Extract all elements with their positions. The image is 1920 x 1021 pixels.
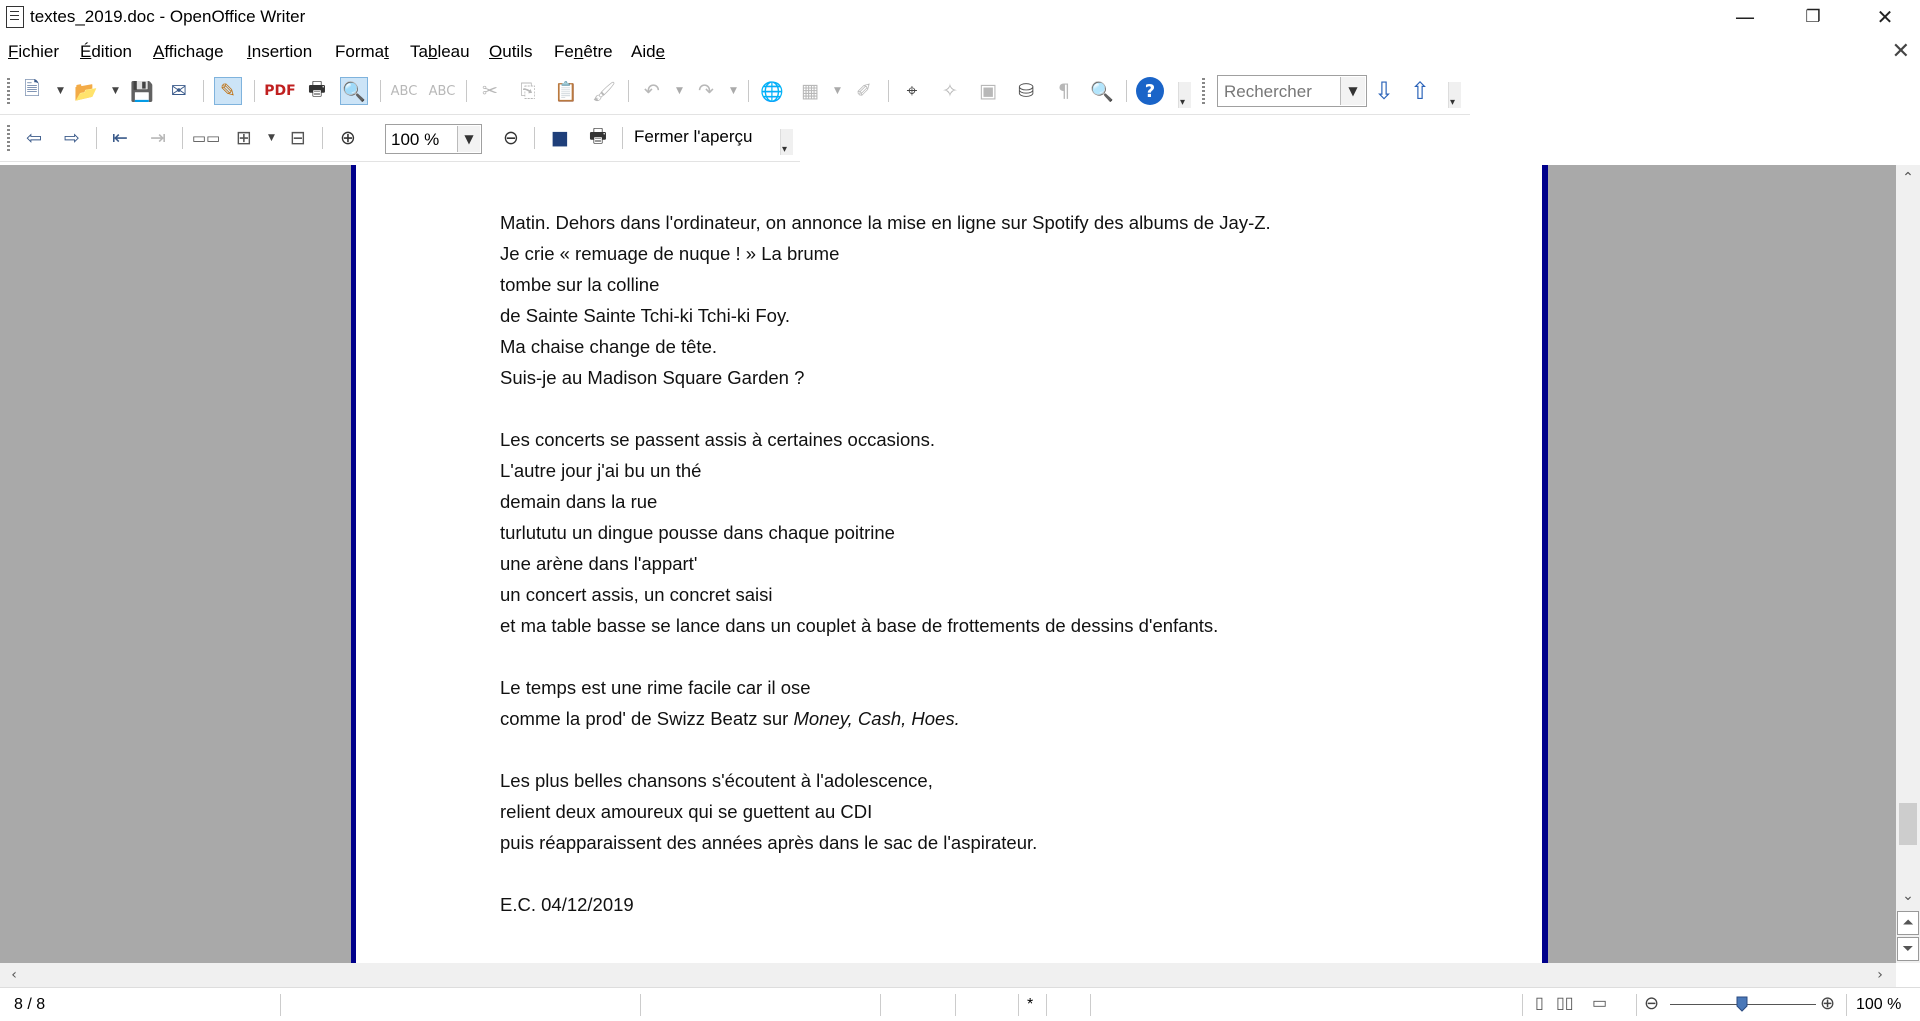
cut-icon[interactable]: ✂ — [482, 80, 498, 102]
preview-toolbar-options-arrow[interactable] — [780, 129, 793, 155]
status-bar — [0, 987, 1920, 1021]
search-dropdown-arrow[interactable]: ▼ — [1340, 77, 1365, 105]
text-line: E.C. 04/12/2019 — [500, 894, 634, 915]
new-dropdown-arrow[interactable]: ▼ — [57, 86, 64, 96]
table-icon[interactable]: ▦ — [801, 80, 819, 102]
menu-fenetre[interactable]: Fenêtre — [554, 42, 613, 61]
blank-line — [500, 641, 1460, 672]
search-input[interactable] — [1217, 75, 1367, 107]
menu-affichage[interactable]: Affichage — [153, 42, 224, 61]
find-toolbar-grip[interactable] — [1202, 78, 1205, 104]
document-text — [500, 207, 1460, 920]
text-line: de Sainte Sainte Tchi-ki Tchi-ki Foy. — [500, 305, 790, 326]
zoom-out-status-icon[interactable]: ⊖ — [1644, 993, 1660, 1013]
new-document-icon[interactable]: 🗎 — [24, 78, 40, 100]
window-title: textes_2019.doc - OpenOffice Writer — [30, 7, 306, 26]
open-dropdown-arrow[interactable]: ▼ — [112, 86, 119, 96]
print-preview-icon[interactable]: 🔍 — [340, 77, 368, 105]
zoom-slider-knob[interactable] — [1736, 996, 1748, 1012]
save-icon[interactable]: 💾 — [130, 80, 154, 103]
menu-fichier[interactable]: Fichier — [8, 42, 60, 61]
email-icon[interactable]: ✉ — [171, 80, 187, 102]
text-line: tombe sur la colline — [500, 274, 660, 295]
undo-dropdown-arrow[interactable]: ▼ — [676, 86, 683, 96]
find-previous-icon[interactable]: ⇧ — [1409, 77, 1431, 105]
minimize-button[interactable]: — — [1735, 5, 1755, 29]
menu-format[interactable]: Format — [335, 42, 389, 61]
gallery-icon[interactable]: ▣ — [979, 80, 997, 102]
paste-icon[interactable]: 📋 — [554, 80, 578, 103]
toolbar-options-arrow[interactable] — [1178, 82, 1191, 108]
horizontal-scrollbar[interactable] — [0, 963, 1896, 987]
preview-toolbar-grip[interactable] — [7, 125, 10, 151]
document-area — [0, 165, 1896, 963]
close-window-button[interactable]: ✕ — [1876, 5, 1894, 29]
text-line: puis réapparaissent des années après dans le sac de l'aspirateur. — [500, 832, 1038, 853]
two-pages-icon[interactable]: ▭▭ — [191, 129, 221, 147]
hyperlink-icon[interactable]: 🌐 — [760, 80, 784, 103]
find-replace-icon[interactable]: ⌖ — [906, 80, 918, 102]
auto-spellcheck-icon[interactable]: ABC — [428, 83, 456, 99]
print-icon[interactable]: 🖶 — [308, 78, 326, 100]
blank-line — [500, 858, 1460, 889]
spellcheck-icon[interactable]: ABC — [390, 83, 418, 99]
document-icon — [6, 6, 24, 28]
page-indicator: 8 / 8 — [14, 996, 46, 1013]
text-line: L'autre jour j'ai bu un thé — [500, 460, 702, 481]
text-line: Les concerts se passent assis à certaines occasions. — [500, 429, 935, 450]
zoom-value: 100 % — [391, 130, 440, 149]
text-line: Le temps est une rime facile car il ose — [500, 677, 811, 698]
menu-insertion[interactable]: Insertion — [247, 42, 313, 61]
blank-line — [500, 393, 1460, 424]
redo-dropdown-arrow[interactable]: ▼ — [730, 86, 737, 96]
vertical-scrollbar[interactable] — [1896, 165, 1920, 963]
text-line: relient deux amoureux qui se guettent au CDI — [500, 801, 873, 822]
data-sources-icon[interactable]: ⛁ — [1018, 80, 1034, 102]
book-preview-icon[interactable]: ⊟ — [290, 127, 306, 149]
multiple-pages-icon[interactable]: ⊞ — [236, 127, 252, 149]
scroll-up-arrow[interactable]: ⌃ — [1902, 170, 1914, 186]
formatting-marks-icon[interactable]: ¶ — [1057, 80, 1071, 102]
modified-indicator[interactable]: * — [1027, 996, 1034, 1013]
text-line: turlututu un dingue pousse dans chaque poitrine — [500, 522, 895, 543]
navigator-icon[interactable]: ✧ — [942, 80, 958, 102]
multiple-pages-dropdown-arrow[interactable]: ▼ — [268, 133, 275, 143]
previous-object-icon[interactable]: ⏶ — [1897, 911, 1919, 935]
find-next-icon[interactable]: ⇩ — [1373, 77, 1395, 105]
next-page-icon[interactable]: ⇨ — [64, 127, 80, 149]
blank-line — [500, 734, 1460, 765]
format-paintbrush-icon[interactable]: 🖌 — [591, 80, 617, 103]
previous-page-icon[interactable]: ⇦ — [26, 127, 42, 149]
multi-page-view-icon[interactable]: ▯▯ — [1556, 995, 1574, 1012]
book-view-icon[interactable]: ▭ — [1592, 995, 1608, 1012]
undo-icon[interactable]: ↶ — [644, 80, 660, 102]
text-segment: comme la prod' de Swizz Beatz sur — [500, 708, 794, 729]
scroll-down-arrow[interactable]: ⌄ — [1902, 888, 1914, 904]
single-page-view-icon[interactable]: ▯ — [1535, 995, 1544, 1012]
text-line: Ma chaise change de tête. — [500, 336, 718, 357]
show-draw-functions-icon[interactable]: ✐ — [856, 80, 872, 102]
italic-song-title: Money, Cash, Hoes. — [793, 708, 960, 729]
help-icon[interactable]: ? — [1136, 77, 1164, 105]
menu-bar — [0, 36, 1920, 68]
text-line: une arène dans l'appart' — [500, 553, 698, 574]
last-page-icon[interactable]: ⇥ — [150, 127, 166, 149]
zoom-percent[interactable]: 100 % — [1856, 996, 1902, 1013]
text-line: Je crie « remuage de nuque ! » La brume — [500, 243, 840, 264]
copy-icon[interactable]: ⎘ — [520, 80, 536, 102]
edit-mode-icon[interactable]: ✎ — [214, 77, 242, 105]
document-page[interactable] — [351, 165, 1548, 963]
text-line: Suis-je au Madison Square Garden ? — [500, 367, 805, 388]
text-line: un concert assis, un concret saisi — [500, 584, 773, 605]
first-page-icon[interactable]: ⇤ — [112, 127, 128, 149]
find-toolbar-options-arrow[interactable] — [1448, 82, 1461, 108]
menu-edition[interactable]: Édition — [80, 42, 132, 61]
full-screen-icon[interactable]: ■ — [551, 127, 569, 149]
text-line: Les plus belles chansons s'écoutent à l'adolescence, — [500, 770, 933, 791]
zoom-in-icon[interactable]: ⊕ — [340, 127, 356, 149]
search-placeholder: Rechercher — [1224, 82, 1312, 101]
close-preview-button[interactable]: Fermer l'aperçu — [634, 127, 753, 146]
text-line — [500, 703, 1460, 734]
menu-outils[interactable]: Outils — [489, 42, 533, 61]
scroll-left-arrow[interactable]: ‹ — [11, 967, 17, 983]
text-line: demain dans la rue — [500, 491, 658, 512]
vertical-scroll-thumb[interactable] — [1899, 803, 1917, 845]
open-folder-icon[interactable]: 📂 — [74, 80, 98, 103]
zoom-icon[interactable]: 🔍 — [1090, 80, 1114, 103]
restore-button[interactable]: ❐ — [1805, 7, 1821, 27]
next-object-icon[interactable]: ⏷ — [1897, 937, 1919, 961]
close-document-icon[interactable]: ✕ — [1891, 39, 1910, 64]
zoom-out-icon[interactable]: ⊖ — [503, 127, 519, 149]
table-dropdown-arrow[interactable]: ▼ — [834, 86, 841, 96]
menu-tableau[interactable]: Tableau — [410, 42, 470, 61]
zoom-in-status-icon[interactable]: ⊕ — [1820, 993, 1836, 1013]
text-line: et ma table basse se lance dans un couplet à base de frottements de dessins d'enfants. — [500, 615, 1219, 636]
title-bar — [0, 0, 1920, 36]
scroll-right-arrow[interactable]: › — [1877, 967, 1883, 983]
toolbar-grip[interactable] — [7, 78, 10, 104]
redo-icon[interactable]: ↷ — [698, 80, 714, 102]
text-line: Matin. Dehors dans l'ordinateur, on annonce la mise en ligne sur Spotify des albums de Jay-Z. — [500, 212, 1271, 233]
print-page-view-icon[interactable]: 🖶 — [589, 125, 607, 147]
export-pdf-icon[interactable]: PDF — [264, 83, 296, 99]
zoom-select[interactable] — [385, 124, 482, 154]
menu-aide[interactable]: Aide — [631, 42, 666, 61]
zoom-dropdown-arrow[interactable]: ▼ — [457, 126, 480, 152]
